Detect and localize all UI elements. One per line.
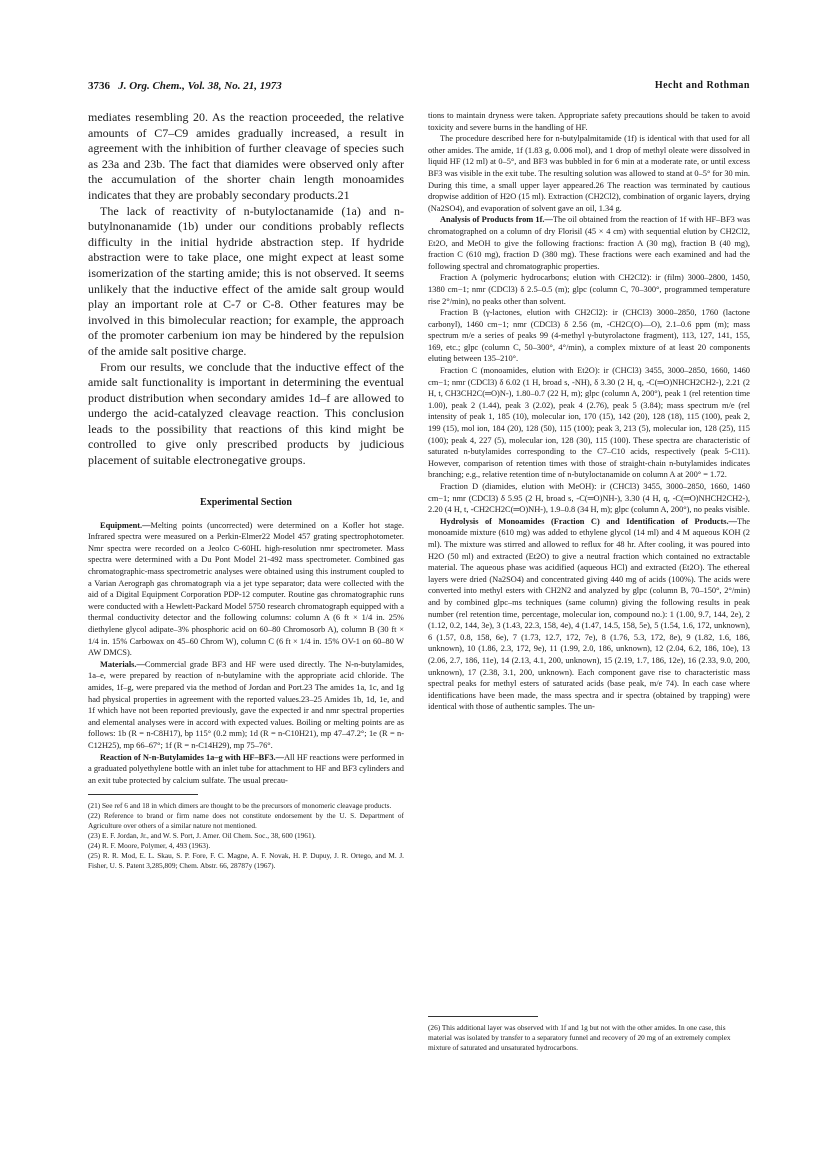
paragraph: Materials.—Commercial grade BF3 and HF were used directly. The N-n-butylamides, 1a–e, were prepared by reaction of n-butylamine with the appropriate acid chloride. The amides, 1f–g, were prepared via the method of Jordan and Port.23 The amides 1a, 1c, and 1g had physical properties in agreement with the reported values.23–25 Amides 1b, 1d, 1e, and 1f which have not been reported previously, gave the expected ir and nmr spectral properties and elemental analyses were in accord with expected values. Boiling or melting points are as follows: 1b (R = n-C8H17), bp 115° (0.2 mm); 1d (R = n-C10H21), mp 47–47.2°; 1e (R = n-C12H25), mp 66–67°; 1f (R = n-C14H29), mp 75–76°. xyxy=(88,659,404,750)
run-in-heading: Equipment.— xyxy=(100,520,151,530)
footnote: (26) This additional layer was observed with 1f and 1g but not with the other amides. In one case, this material was isolated by transfer to a separatory funnel and recovery of 20 mg of an extremely complex mixture of saturated and unsaturated hydrocarbons. xyxy=(428,1023,731,1052)
paragraph: Fraction D (diamides, elution with MeOH): ir (CHCl3) 3455, 3000–2850, 1660, 1460 cm−1; nmr (CDCl3) δ 5.95 (2 H, broad s, -C(═O)NH-), 3.30 (4 H, q, -C(═O)NHCH2CH2-), 2.20 (4 H, t, -CH2CH2C(═O)NH-), 1.9–0.8 (34 H, m); glpc (column A, 200°), no peaks visible. xyxy=(428,482,750,515)
run-in-heading: Hydrolysis of Monoamides (Fraction C) and Identification of Products.— xyxy=(440,516,737,526)
paragraph: Fraction A (polymeric hydrocarbons; elution with CH2Cl2): ir (film) 3000–2800, 1450, 1380 cm−1; nmr (CDCl3) δ 2.5–0.5 (m); glpc (column C, 70–300°, programmed temperature rise 2°/min), no peaks other than solvent. xyxy=(428,273,750,306)
paragraph: mediates resembling 20. As the reaction proceeded, the relative amounts of C7–C9 amides gradually increased, a result in agreement with the inhibition of further cleavage of species such as 23a and 23b. The fact that diamides were observed only after the accumulation of the shorter chain length monoamides indicates that they are probably secondary products.21 xyxy=(88,110,404,202)
footnote: (23) E. F. Jordan, Jr., and W. S. Port, J. Amer. Oil Chem. Soc., 38, 600 (1961). xyxy=(88,831,316,841)
running-head-authors: Hecht and Rothman xyxy=(654,80,750,91)
run-in-heading: Analysis of Products from 1f.— xyxy=(440,215,553,225)
footnote: (22) Reference to brand or firm name does not constitute endorsement by the U. S. Department of Agriculture over others of a similar nature not mentioned. xyxy=(88,811,404,831)
paragraph: The procedure described here for n-butylpalmitamide (1f) is identical with that used for all other amides. The amide, 1f (1.83 g, 0.006 mol), and 1 drop of methyl oleate were dissolved in liquid HF (12 ml) at 0–5°, and BF3 was bubbled in for 6 min at a moderate rate, or until excess BF3 was visible in the exit tube. The resulting solution was allowed to stand at 0–5° for 30 min. During this time, a small upper layer appeared.26 The reaction was terminated by cautious dropwise addition of H2O (15 ml). Extraction (CH2Cl2), combination of organic layers, drying (Na2SO4), and evaporation of solvent gave an oil, 1.34 g. xyxy=(428,134,750,213)
paragraph: tions to maintain dryness were taken. Appropriate safety precautions should be taken to avoid toxicity and severe burns in the handling of HF. xyxy=(428,111,750,132)
footnote-divider xyxy=(88,794,198,795)
paragraph: From our results, we conclude that the inductive effect of the amide salt functionality is important in determining the eventual product distribution when secondary amides 1d–f are allowed to undergo the acid-catalyzed cleavage reaction. This conclusion leads to the possibility that reactions of this kind might be controlled to give only prescribed products by judicious placement of suitable electronegative groups. xyxy=(88,359,404,468)
paragraph: Fraction C (monoamides, elution with Et2O): ir (CHCl3) 3455, 3000–2850, 1660, 1460 cm−1; nmr (CDCl3) δ 6.02 (1 H, broad s, -NH), δ 3.30 (2 H, q, -C(═O)NHCH2CH2-), 2.21 (2 H, t, CH3CH2C(═O)N-), 1.80–0.7 (22 H, m); glpc (column A, 200°), peak 1 (rel retention time 1.00), peak 2 (1.44), peak 3 (2.02), peak 4 (2.76), peak 5 (3.84); mass spectrum m/e (rel intensity of peak 1, 185 (10), molecular ion, 170 (15), 142 (20), 128 (18), 115 (100), peak 2, 199 (15), mol ion, 184 (20), 128 (50), 115 (100); peak 3, 213 (5), molecular ion, 128 (25), 115 (100); peak 4, 227 (5), molecular ion, 128 (30), 115 (100). These spectra are characteristic of saturated n-butylamides corresponding to the C7–C10 acids, respectively (peak 5-C11). However, comparison of retention times with those of straight-chain n-butylamides indicates branching; e.g., relative retention time of n-butyloctanamide on column A at 200° = 1.72. xyxy=(428,366,750,480)
footnote-divider xyxy=(428,1016,538,1017)
page-number: 3736 xyxy=(88,80,110,92)
footnote: (21) See ref 6 and 18 in which dimers are thought to be the precursors of monomeric cleavage products. xyxy=(88,801,392,811)
journal-citation: J. Org. Chem., Vol. 38, No. 21, 1973 xyxy=(118,80,282,92)
left-column xyxy=(88,110,404,871)
footnote: (24) R. F. Moore, Polymer, 4, 493 (1963). xyxy=(88,841,211,851)
paragraph: Hydrolysis of Monoamides (Fraction C) and Identification of Products.—The monoamide mixture (610 mg) was added to ethylene glycol (14 ml) and 4 M aqueous KOH (2 ml). The mixture was stirred and allowed to reflux for 48 hr. After cooling, it was poured into H2O (50 ml) and extracted (Et2O) to give a neutral fraction which contained no extractable material. The aqueous phase was acidified (aqueous HCl) and extracted (Et2O). The ethereal layers were dried (Na2SO4) and concentrated giving 440 mg of acids (100%). The acids were converted into methyl esters with CH2N2 and analyzed by glpc (column B, 70–150°, 2°/min) and by combined glpc–ms techniques (same column) giving the following results in peak number (rel retention time, percentage, molecular ion, compound no.): 1 (1.00, 9.7, 144, 2e), 2 (1.12, 0.2, 144, 3e), 3 (1.43, 22.3, 158, 4e), 4 (1.47, 14.5, 158, 5e), 5 (1.54, 1.6, 172, unknown), 6 (1.57, 0.8, 158, 6e), 7 (1.73, 12.7, 172, 7e), 8 (1.76, 5.3, 172, 8e), 9 (1.82, 1.6, 186, unknown), 10 (1.86, 2.3, 172, 9e), 11 (1.99, 2.0, 186, unknown), 12 (2.04, 6.2, 186, 10e), 13 (2.06, 2.7, 186, 11e), 14 (2.13, 4.1, 200, unknown), 15 (2.19, 1.7, 186, 12e), 16 (2.33, 9.0, 200, unknown), 17 (2.38, 3.1, 200, unknown). Each component gave rise to characteristic mass spectral peaks for methyl esters of saturated acids (base peak, m/e 74). In each case where identifications have been made, the mass spectra and ir spectra (obtained by trapping) were identical with those of authentic samples. The un- xyxy=(428,516,750,712)
run-in-heading: Materials.— xyxy=(100,659,145,669)
page-header xyxy=(88,80,750,98)
run-in-heading: Reaction of N-n-Butylamides 1a–g with HF–BF3.— xyxy=(100,752,284,762)
section-heading: Experimental Section xyxy=(200,496,292,508)
paragraph: Analysis of Products from 1f.—The oil obtained from the reaction of 1f with HF–BF3 was chromatographed on a column of dry Florisil (45 × 4 cm) with sequential elution by CH2Cl2, Et2O, and MeOH to give the following fractions: fraction A (30 mg), fraction B (40 mg), fraction C (610 mg), fraction D (380 mg). These fractions were each examined and had the following spectral and chromatographic properties. xyxy=(428,215,750,271)
footnote: (25) R. R. Mod, E. L. Skau, S. P. Fore, F. C. Magne, A. F. Novak, H. P. Dupuy, J. R. Ortego, and M. J. Fisher, U. S. Patent 3,285,809; Chem. Abstr. 66, 28787y (1967). xyxy=(88,851,404,871)
paragraph: Equipment.—Melting points (uncorrected) were determined on a Kofler hot stage. Infrared spectra were measured on a Perkin-Elmer22 Model 457 grating spectrophotometer. Nmr spectra were recorded on a Jeolco C-60HL high-resolution nmr spectrometer. Mass spectra were determined with a Du Pont Model 21-492 mass spectrometer. Combined gas chromatographic-mass spectrometric analyses were obtained using this instrument coupled to a Varian Aerograph gas chromatograph via a jet type separator; data were collected with the aid of a Digital Equipment Corporation PDP-12 computer. Routine gas chromatographic runs were conducted with a Hewlett-Packard Model 5750 research chromatograph equipped with a thermal conductivity detector and the following columns: column A (6 ft × 1/4 in. 25% diethylene glycol adipate–3% phosphoric acid on 60–80 Chromosorb A), column B (30 ft × 1/4 in. 15% Carbowax on 45–60 Chrom W), column C (6 ft × 1/4 in. 15% OV-1 on 60–80 W AW DMCS). xyxy=(88,520,404,658)
right-footnote-block xyxy=(428,1016,750,1053)
paragraph: Fraction B (γ-lactones, elution with CH2Cl2): ir (CHCl3) 3000–2850, 1760 (lactone carbonyl), 1460 cm−1; nmr (CDCl3) δ 2.56 (m, -CH2C(O)—O), 2.1–0.6 ppm (m); mass spectrum m/e a series of peaks 99 (4-methyl γ-butyrolactone fragment), 113, 127, 141, 155, 169, etc.; glpc (column C, 50–300°, 4°/min), a complex mixture of at least 20 components eluting between 135–210°. xyxy=(428,308,750,364)
paragraph: Reaction of N-n-Butylamides 1a–g with HF–BF3.—All HF reactions were performed in a graduated polyethylene bottle with an inlet tube for attachment to HF and BF3 cylinders and an exit tube protected by calcium sulfate. The usual precau- xyxy=(88,752,404,785)
paragraph: The lack of reactivity of n-butyloctanamide (1a) and n-butylnonanamide (1b) under our conditions probably reflects difficulty in the initial hydride abstraction step. If hydride abstraction were to take place, one might expect at least some isomerization of the starting amide; this is not observed. It seems unlikely that the inductive effect of the amide salt group would play an important role at C-7 or C-8. Other features may be involved in this bimolecular reaction; for example, the approach of the promoter carbenium ion may be hindered by the repulsion of the amide salt positive charge. xyxy=(88,203,404,358)
right-column xyxy=(428,110,750,713)
